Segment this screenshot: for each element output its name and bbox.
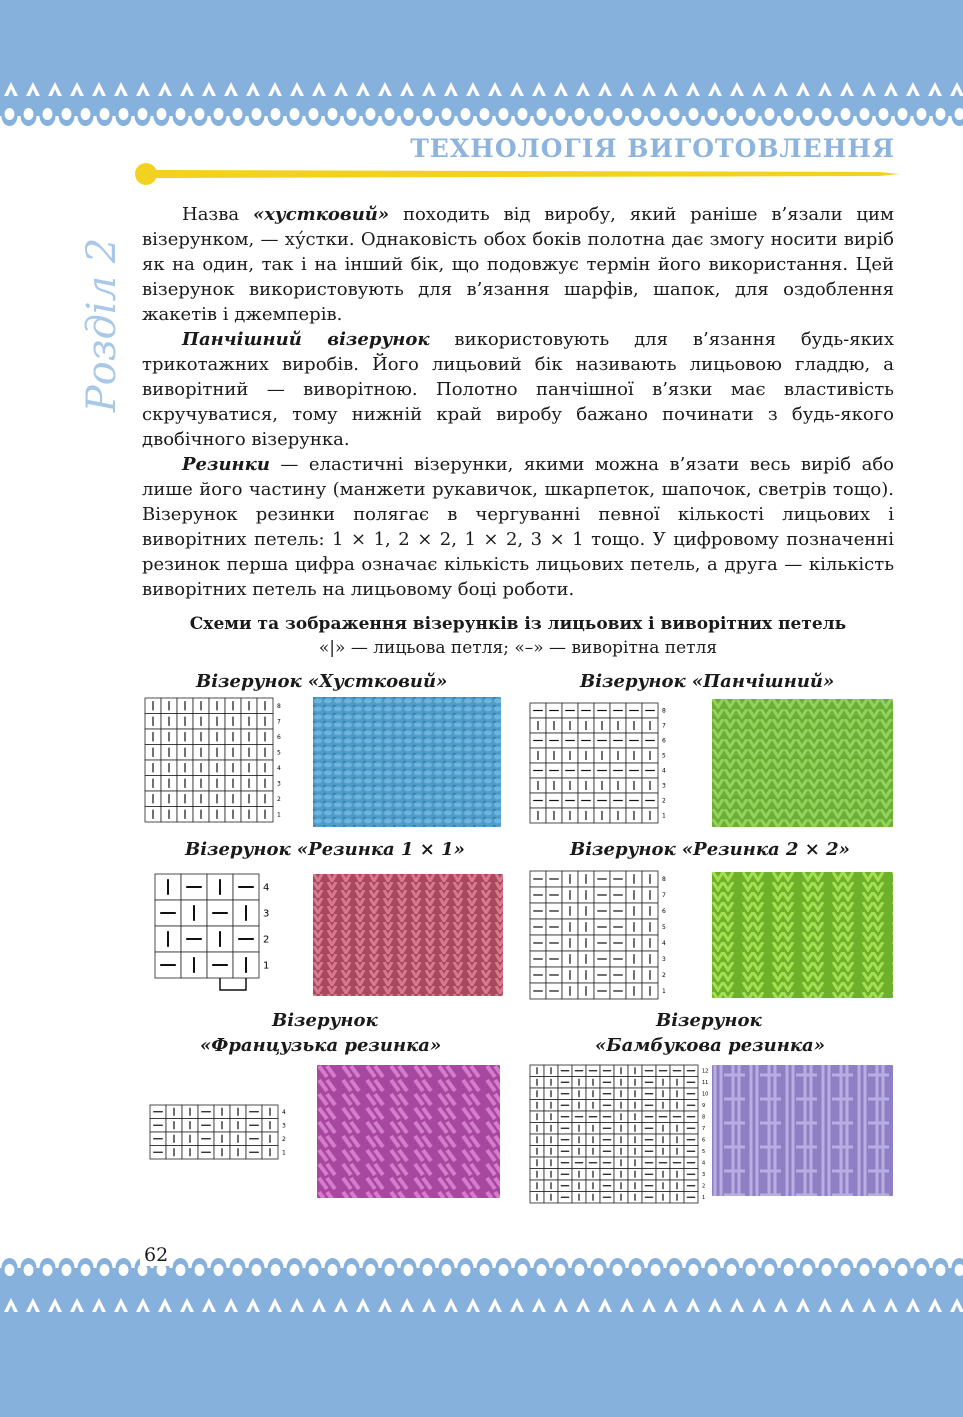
row-number-label: 8	[662, 707, 666, 715]
chart-khustkovyi	[145, 698, 285, 824]
row-number-label: 3	[662, 956, 666, 963]
swatch-panchishnyi	[712, 699, 893, 827]
top-chevron-ornament	[0, 72, 963, 102]
row-number-label: 12	[702, 1068, 709, 1075]
pattern-title-bamboo-line1: Візерунок	[656, 1010, 762, 1031]
row-number-label: 1	[263, 960, 270, 972]
row-number-label: 5	[277, 749, 281, 757]
paragraph-panchishnyi: Панчішний візерунок використовують для в’язання будь-яких трикотажних виробів. Його лицьовий бік називають лицьовою гладдю, а виворітний — виворітною. Полотно панчішної в’язки має властивість скручуватися, тому нижній край виробу бажано починати з будь-якого двобічного візерунка.	[142, 329, 894, 450]
pattern-title-rezynka-1x1: Візерунок «Резинка 1 × 1»	[185, 839, 465, 860]
row-number-label: 4	[263, 882, 270, 894]
term-khustkovyi: «хустковий»	[252, 204, 390, 225]
swatch-khustkovyi	[313, 697, 501, 827]
chart-french-rezynka	[150, 1105, 290, 1163]
row-number-label: 2	[662, 797, 666, 805]
row-number-label: 4	[702, 1160, 706, 1167]
paragraph-rezynky: Резинки — еластичні візерунки, якими можна в’язати весь виріб або лише його частину (манжети рукавичок, шкарпеток, шапочок, светрів тощо). Візерунок резинки полягає в чергуванні певної кількості лицьових і виворітних петель: 1 × 1, 2 × 2, 1 × 2, 3 × 1 тощо. У цифровому позначенні резинок перша цифра означає кількість лицьових петель, а друга — кількість виворітних петель на лицьовому боці роботи.	[142, 454, 894, 600]
row-number-label: 2	[263, 934, 270, 946]
row-number-label: 5	[702, 1148, 706, 1155]
row-number-label: 4	[277, 764, 281, 772]
row-number-label: 4	[662, 940, 666, 947]
row-number-label: 1	[277, 811, 281, 819]
row-number-label: 1	[282, 1149, 286, 1157]
pattern-title-french-line2: «Французька резинка»	[200, 1035, 442, 1056]
row-number-label: 1	[662, 812, 666, 820]
paragraph-khustkovyi: Назва «хустковий» походить від виробу, який раніше в’язали цим візерунком, — ху́стки. Однаковість обох боків полотна дає змогу носити виріб як на один, так і на інший бік, що подовжує термін його використання. Цей візерунок використовують для в’язання шарфів, шапок, для оздоблення жакетів і джемперів.	[142, 204, 894, 325]
term-rezynky: Резинки	[182, 454, 270, 475]
row-number-label: 7	[702, 1125, 706, 1132]
body-text	[142, 202, 894, 602]
swatch-rezynka-2x2	[712, 872, 893, 998]
row-number-label: 7	[277, 718, 281, 726]
row-number-label: 3	[263, 908, 270, 920]
row-number-label: 2	[277, 795, 281, 803]
swatch-rezynka-1x1	[313, 874, 503, 996]
chapter-side-label-text: Розділ 2	[79, 237, 125, 413]
row-number-label: 11	[702, 1079, 709, 1086]
row-number-label: 1	[662, 988, 666, 995]
row-number-label: 2	[702, 1183, 706, 1190]
row-number-label: 9	[702, 1102, 706, 1109]
row-number-label: 3	[282, 1122, 286, 1130]
bottom-chevron-ornament	[0, 1288, 963, 1318]
chart-panchishnyi	[530, 703, 670, 825]
chart-rezynka-2x2	[530, 871, 670, 999]
pattern-title-khustkovyi: Візерунок «Хустковий»	[196, 671, 448, 692]
pattern-title-bamboo-line2: «Бамбукова резинка»	[595, 1035, 825, 1056]
chapter-side-label	[78, 237, 126, 413]
figure-caption-title: Схеми та зображення візерунків із лицьових і виворітних петель	[189, 614, 847, 634]
row-number-label: 7	[662, 722, 666, 730]
row-number-label: 10	[702, 1091, 709, 1098]
repeat-bracket	[220, 978, 246, 990]
figure-caption-legend: «|» — лицьова петля; «–» — виворітна петля	[318, 638, 718, 658]
chart-bamboo-rezynka	[530, 1065, 709, 1203]
page-number: 62	[140, 1244, 172, 1266]
row-number-label: 6	[662, 737, 666, 745]
swatch-bamboo-rezynka	[712, 1065, 893, 1196]
term-panchishnyi: Панчішний візерунок	[182, 329, 430, 350]
pattern-title-panchishnyi: Візерунок «Панчішний»	[580, 671, 835, 692]
row-number-label: 4	[662, 767, 666, 775]
row-number-label: 6	[662, 908, 666, 915]
row-number-label: 4	[282, 1108, 286, 1116]
swatch-french-rezynka	[317, 1065, 500, 1198]
row-number-label: 3	[662, 782, 666, 790]
row-number-label: 2	[662, 972, 666, 979]
row-number-label: 7	[662, 892, 666, 899]
row-number-label: 6	[277, 733, 281, 741]
row-number-label: 8	[277, 702, 281, 710]
row-number-label: 3	[277, 780, 281, 788]
row-number-label: 3	[702, 1171, 706, 1178]
top-scallop-edge	[0, 104, 963, 130]
knitting-needle-rule	[134, 160, 900, 188]
section-header-title: ТЕХНОЛОГІЯ ВИГОТОВЛЕННЯ	[410, 134, 895, 163]
pattern-title-rezynka-2x2: Візерунок «Резинка 2 × 2»	[570, 839, 850, 860]
chart-rezynka-1x1	[155, 874, 280, 994]
row-number-label: 8	[662, 876, 666, 883]
row-number-label: 6	[702, 1137, 706, 1144]
row-number-label: 8	[702, 1114, 706, 1121]
row-number-label: 1	[702, 1194, 706, 1201]
row-number-label: 2	[282, 1135, 286, 1143]
row-number-label: 5	[662, 924, 666, 931]
pattern-title-french-line1: Візерунок	[272, 1010, 378, 1031]
row-number-label: 5	[662, 752, 666, 760]
